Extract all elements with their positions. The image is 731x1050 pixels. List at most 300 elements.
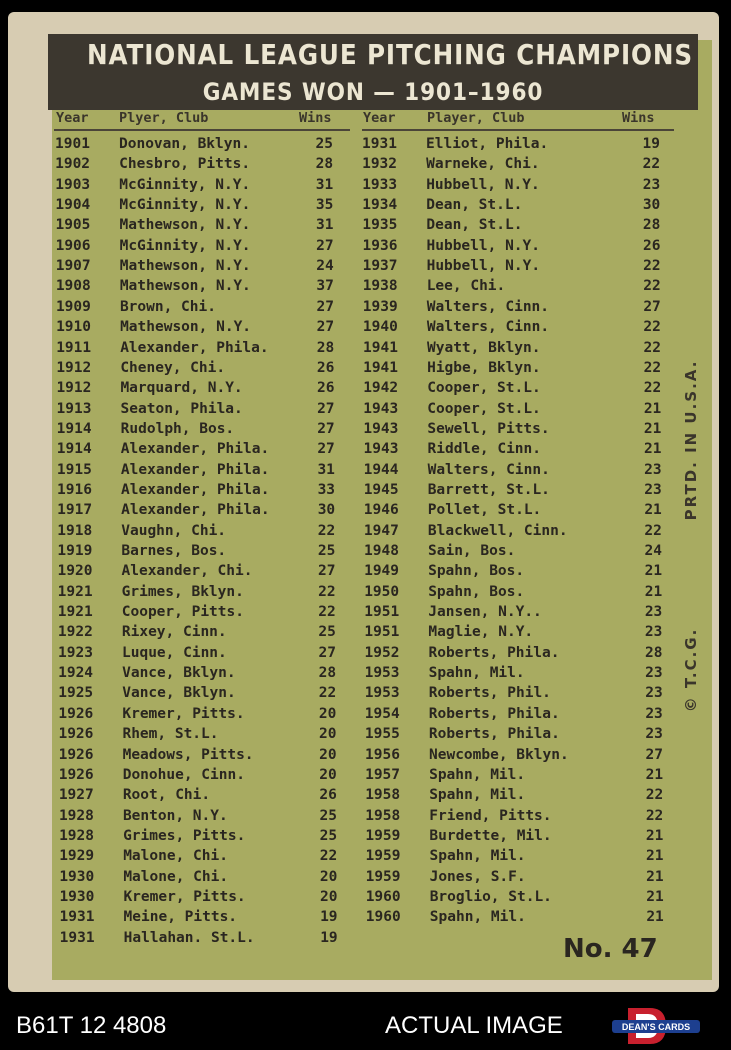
table-row bbox=[364, 584, 684, 604]
player-cell: Hubbell, N.Y. bbox=[426, 176, 540, 193]
wins-cell: 19 bbox=[320, 909, 338, 926]
player-cell: Roberts, Phil. bbox=[428, 685, 551, 702]
table-row bbox=[58, 563, 378, 583]
wins-cell: 20 bbox=[319, 868, 338, 885]
year-cell: 1952 bbox=[364, 644, 400, 661]
wins-cell: 21 bbox=[644, 502, 662, 519]
year-cell: 1949 bbox=[364, 563, 400, 580]
wins-cell: 23 bbox=[645, 705, 663, 722]
wins-cell: 31 bbox=[316, 217, 334, 234]
table-row bbox=[56, 299, 376, 319]
wins-cell: 27 bbox=[316, 319, 335, 336]
wins-cell: 25 bbox=[319, 807, 337, 824]
wins-cell: 19 bbox=[320, 929, 338, 946]
table-row bbox=[365, 808, 685, 828]
table-row bbox=[364, 441, 684, 461]
wins-cell: 23 bbox=[644, 604, 663, 621]
player-cell: Broglio, St.L. bbox=[429, 888, 552, 905]
player-cell: Hubbell, N.Y. bbox=[426, 258, 541, 275]
player-cell: Jones, S.F. bbox=[429, 868, 526, 885]
player-cell: McGinnity, N.Y. bbox=[119, 176, 251, 193]
wins-cell: 27 bbox=[645, 746, 663, 763]
player-cell: Warneke, Chi. bbox=[426, 156, 540, 173]
year-cell: 1932 bbox=[362, 156, 398, 173]
table-row bbox=[363, 258, 683, 278]
player-cell: Sewell, Pitts. bbox=[427, 420, 550, 437]
wins-cell: 21 bbox=[644, 583, 663, 600]
year-cell: 1925 bbox=[58, 685, 94, 702]
year-cell: 1947 bbox=[363, 522, 399, 539]
wins-cell: 22 bbox=[643, 339, 661, 356]
left-wins-header: Wins bbox=[299, 110, 332, 126]
year-cell: 1910 bbox=[56, 319, 91, 336]
player-cell: Spahn, Mil. bbox=[429, 787, 526, 804]
card-subtitle: GAMES WON — 1901–1960 bbox=[202, 78, 544, 106]
player-cell: Marquard, N.Y. bbox=[120, 380, 243, 397]
wins-cell: 22 bbox=[645, 787, 664, 804]
table-row bbox=[59, 848, 379, 868]
table-row bbox=[59, 828, 379, 848]
table-row bbox=[57, 421, 377, 441]
year-cell: 1926 bbox=[58, 746, 94, 763]
player-cell: Meine, Pitts. bbox=[123, 909, 238, 926]
table-row bbox=[55, 136, 375, 156]
right-column-header bbox=[363, 110, 679, 130]
wins-cell: 22 bbox=[318, 604, 336, 621]
player-cell: Malone, Chi. bbox=[123, 868, 229, 885]
wins-cell: 22 bbox=[643, 258, 661, 275]
player-cell: Alexander, Phila. bbox=[120, 461, 270, 478]
player-cell: Walters, Cinn. bbox=[427, 461, 550, 478]
wins-cell: 33 bbox=[317, 481, 336, 498]
player-cell: Barnes, Bos. bbox=[121, 543, 227, 559]
printed-in-usa-text: PRTD. IN U.S.A. bbox=[682, 359, 700, 521]
left-player-header: Plyer, Club bbox=[119, 110, 209, 126]
table-row bbox=[57, 482, 377, 502]
player-cell: Mathewson, N.Y. bbox=[119, 258, 251, 275]
player-cell: Vaughn, Chi. bbox=[121, 522, 227, 539]
player-cell: Malone, Chi. bbox=[123, 848, 228, 865]
year-cell: 1914 bbox=[56, 441, 92, 458]
wins-cell: 26 bbox=[319, 787, 337, 804]
year-cell: 1928 bbox=[59, 827, 94, 844]
year-cell: 1933 bbox=[362, 176, 398, 193]
wins-cell: 25 bbox=[318, 624, 336, 641]
table-row bbox=[58, 665, 378, 685]
wins-cell: 23 bbox=[644, 461, 662, 478]
player-cell: Wyatt, Bklyn. bbox=[427, 339, 541, 356]
wins-cell: 31 bbox=[315, 176, 334, 193]
table-row bbox=[364, 604, 684, 624]
year-cell: 1903 bbox=[55, 176, 91, 193]
table-row bbox=[57, 502, 377, 522]
player-cell: Cheney, Chi. bbox=[120, 359, 226, 376]
wins-cell: 21 bbox=[645, 827, 664, 844]
table-row bbox=[364, 624, 684, 644]
player-cell: Riddle, Cinn. bbox=[427, 441, 541, 458]
wins-cell: 19 bbox=[642, 136, 660, 152]
wins-cell: 28 bbox=[645, 644, 663, 661]
wins-cell: 24 bbox=[644, 543, 662, 559]
table-row bbox=[364, 482, 684, 502]
year-cell: 1928 bbox=[58, 807, 94, 824]
player-cell: Kremer, Pitts. bbox=[122, 705, 245, 722]
right-player-header: Player, Club bbox=[427, 110, 525, 126]
table-row bbox=[364, 502, 684, 522]
table-row bbox=[58, 726, 378, 746]
table-row bbox=[56, 319, 376, 339]
wins-cell: 27 bbox=[317, 441, 335, 458]
table-row bbox=[362, 136, 682, 156]
year-cell: 1917 bbox=[57, 502, 93, 519]
wins-cell: 30 bbox=[642, 197, 661, 214]
wins-cell: 20 bbox=[319, 888, 338, 905]
year-cell: 1905 bbox=[55, 217, 91, 234]
player-cell: Donohue, Cinn. bbox=[122, 766, 245, 783]
table-row bbox=[55, 156, 375, 176]
serial-number: B61T 12 4808 bbox=[16, 1012, 167, 1039]
year-cell: 1941 bbox=[363, 339, 398, 356]
year-cell: 1960 bbox=[365, 909, 401, 926]
player-cell: Mathewson, N.Y. bbox=[119, 278, 251, 295]
player-cell: Vance, Bklyn. bbox=[122, 665, 236, 682]
year-cell: 1921 bbox=[57, 604, 93, 621]
year-cell: 1960 bbox=[365, 888, 401, 905]
table-row bbox=[365, 685, 685, 705]
table-row bbox=[59, 787, 379, 807]
player-cell: Higbe, Bklyn. bbox=[427, 359, 541, 376]
player-cell: Maglie, N.Y. bbox=[428, 624, 534, 641]
player-cell: Cooper, St.L. bbox=[427, 400, 541, 417]
table-row bbox=[58, 584, 378, 604]
year-cell: 1958 bbox=[365, 807, 401, 824]
year-cell: 1931 bbox=[59, 929, 95, 946]
wins-cell: 22 bbox=[643, 319, 661, 336]
table-row bbox=[365, 767, 685, 787]
year-cell: 1926 bbox=[58, 766, 94, 783]
player-cell: Barrett, St.L. bbox=[427, 481, 550, 498]
player-cell: Kremer, Pitts. bbox=[123, 888, 246, 905]
year-cell: 1951 bbox=[364, 604, 400, 621]
wins-cell: 26 bbox=[316, 380, 335, 397]
player-cell: Spahn, Mil. bbox=[429, 848, 526, 865]
player-cell: Root, Chi. bbox=[122, 787, 211, 804]
table-row bbox=[365, 665, 685, 685]
player-cell: Mathewson, N.Y. bbox=[119, 217, 251, 234]
table-row bbox=[59, 808, 379, 828]
wins-cell: 21 bbox=[646, 848, 664, 865]
year-cell: 1931 bbox=[362, 136, 397, 152]
player-cell: McGinnity, N.Y. bbox=[119, 237, 251, 254]
table-row bbox=[365, 645, 685, 665]
wins-cell: 22 bbox=[644, 522, 662, 539]
year-cell: 1912 bbox=[56, 380, 92, 397]
deans-cards-logo-icon bbox=[610, 1006, 702, 1046]
player-cell: Luque, Cinn. bbox=[122, 644, 227, 661]
wins-cell: 25 bbox=[319, 827, 338, 844]
year-cell: 1923 bbox=[58, 644, 93, 661]
year-cell: 1946 bbox=[363, 502, 399, 519]
player-cell: Alexander, Chi. bbox=[121, 563, 253, 580]
wins-cell: 25 bbox=[317, 543, 336, 559]
year-cell: 1913 bbox=[56, 400, 92, 417]
player-cell: Rixey, Cinn. bbox=[121, 624, 227, 641]
table-row bbox=[365, 747, 685, 767]
player-cell: Roberts, Phila. bbox=[428, 705, 560, 722]
year-cell: 1907 bbox=[55, 258, 91, 275]
table-row bbox=[362, 217, 682, 237]
year-cell: 1927 bbox=[58, 787, 94, 804]
player-cell: Elliot, Phila. bbox=[426, 136, 549, 152]
player-cell: Chesbro, Pitts. bbox=[119, 156, 251, 173]
table-row bbox=[56, 380, 376, 400]
year-cell: 1919 bbox=[57, 543, 93, 559]
wins-cell: 27 bbox=[316, 237, 334, 254]
table-row bbox=[366, 889, 686, 909]
table-row bbox=[55, 217, 375, 237]
left-header-rule bbox=[54, 129, 350, 131]
wins-cell: 21 bbox=[645, 766, 664, 783]
wins-cell: 28 bbox=[316, 339, 335, 356]
table-row bbox=[363, 340, 683, 360]
table-row bbox=[366, 848, 686, 868]
table-row bbox=[60, 909, 380, 929]
year-cell: 1909 bbox=[55, 298, 91, 315]
player-cell: Blackwell, Cinn. bbox=[427, 522, 568, 539]
wins-cell: 21 bbox=[643, 400, 662, 417]
wins-cell: 30 bbox=[317, 502, 336, 519]
year-cell: 1959 bbox=[365, 848, 401, 865]
table-row bbox=[56, 340, 376, 360]
player-cell: McGinnity, N.Y. bbox=[119, 197, 251, 214]
footer-bar bbox=[0, 1002, 731, 1050]
player-cell: Spahn, Bos. bbox=[428, 563, 525, 580]
wins-cell: 23 bbox=[645, 726, 663, 743]
table-row bbox=[57, 401, 377, 421]
player-cell: Donovan, Bklyn. bbox=[119, 136, 250, 152]
table-row bbox=[363, 319, 683, 339]
table-row bbox=[57, 523, 377, 543]
wins-cell: 23 bbox=[645, 685, 663, 702]
year-cell: 1959 bbox=[365, 868, 401, 885]
year-cell: 1931 bbox=[59, 909, 95, 926]
year-cell: 1941 bbox=[363, 359, 399, 376]
wins-cell: 27 bbox=[317, 420, 335, 437]
player-cell: Brown, Chi. bbox=[119, 298, 216, 315]
table-row bbox=[364, 523, 684, 543]
wins-cell: 37 bbox=[316, 278, 334, 295]
table-row bbox=[58, 685, 378, 705]
year-cell: 1939 bbox=[362, 298, 398, 315]
player-cell: Spahn, Mil. bbox=[428, 665, 525, 682]
left-column-header bbox=[56, 110, 352, 130]
player-cell: Roberts, Phila. bbox=[428, 726, 560, 743]
wins-cell: 20 bbox=[319, 766, 337, 783]
year-cell: 1908 bbox=[55, 278, 91, 295]
year-cell: 1924 bbox=[58, 665, 94, 682]
year-cell: 1918 bbox=[57, 522, 93, 539]
table-row bbox=[363, 278, 683, 298]
table-row bbox=[57, 462, 377, 482]
year-cell: 1948 bbox=[364, 543, 399, 559]
svg-text:DEAN'S CARDS: DEAN'S CARDS bbox=[621, 1022, 691, 1032]
year-cell: 1926 bbox=[58, 726, 94, 743]
table-row bbox=[59, 767, 379, 787]
year-cell: 1912 bbox=[56, 359, 92, 376]
wins-cell: 21 bbox=[643, 420, 662, 437]
wins-cell: 22 bbox=[642, 156, 661, 173]
year-cell: 1935 bbox=[362, 217, 398, 234]
player-cell: Alexander, Phila. bbox=[120, 441, 270, 458]
table-row bbox=[59, 889, 379, 909]
left-year-header: Year bbox=[56, 110, 89, 126]
table-row bbox=[366, 869, 686, 889]
year-cell: 1956 bbox=[365, 746, 400, 763]
wins-cell: 20 bbox=[318, 705, 337, 722]
table-row bbox=[58, 645, 378, 665]
wins-cell: 22 bbox=[645, 807, 664, 824]
wins-cell: 28 bbox=[315, 156, 334, 173]
table-row bbox=[363, 299, 683, 319]
player-cell: Vance, Bklyn. bbox=[122, 685, 236, 702]
table-row bbox=[366, 909, 686, 929]
wins-cell: 31 bbox=[317, 461, 335, 478]
table-row bbox=[364, 563, 684, 583]
player-cell: Spahn, Bos. bbox=[428, 583, 525, 600]
player-cell: Jansen, N.Y.. bbox=[428, 604, 542, 621]
year-cell: 1940 bbox=[362, 319, 398, 336]
wins-cell: 22 bbox=[318, 583, 336, 600]
year-cell: 1955 bbox=[364, 726, 400, 743]
wins-cell: 21 bbox=[646, 909, 664, 926]
wins-cell: 27 bbox=[643, 298, 661, 315]
player-cell: Alexander, Phila. bbox=[121, 502, 270, 519]
year-cell: 1943 bbox=[363, 420, 399, 437]
year-cell: 1958 bbox=[365, 787, 401, 804]
player-cell: Walters, Cinn. bbox=[426, 298, 550, 315]
wins-cell: 23 bbox=[644, 624, 663, 641]
table-row bbox=[59, 747, 379, 767]
player-cell: Mathewson, N.Y. bbox=[120, 319, 252, 336]
player-cell: Dean, St.L. bbox=[426, 217, 523, 234]
table-row bbox=[365, 828, 685, 848]
table-row bbox=[57, 543, 377, 563]
table-row bbox=[56, 238, 376, 258]
wins-cell: 22 bbox=[319, 848, 338, 865]
year-cell: 1926 bbox=[58, 705, 94, 722]
wins-cell: 24 bbox=[316, 258, 334, 275]
table-row bbox=[363, 380, 683, 400]
table-row bbox=[363, 360, 683, 380]
wins-cell: 26 bbox=[643, 237, 661, 254]
year-cell: 1916 bbox=[57, 481, 92, 498]
table-row bbox=[58, 706, 378, 726]
table-row bbox=[363, 421, 683, 441]
side-imprint bbox=[676, 340, 706, 720]
year-cell: 1936 bbox=[362, 237, 398, 254]
table-row bbox=[56, 258, 376, 278]
wins-cell: 22 bbox=[643, 380, 662, 397]
table-row bbox=[362, 156, 682, 176]
table-row bbox=[365, 787, 685, 807]
wins-cell: 28 bbox=[318, 665, 337, 682]
card-title: NATIONAL LEAGUE PITCHING CHAMPIONS bbox=[87, 38, 694, 71]
table-row bbox=[55, 177, 375, 197]
wins-cell: 20 bbox=[319, 726, 337, 743]
year-cell: 1937 bbox=[362, 258, 398, 275]
wins-cell: 21 bbox=[646, 888, 664, 905]
year-cell: 1902 bbox=[55, 156, 91, 173]
player-cell: Seaton, Phila. bbox=[120, 400, 243, 417]
player-cell: Hubbell, N.Y. bbox=[426, 237, 540, 254]
wins-cell: 21 bbox=[646, 868, 664, 885]
wins-cell: 27 bbox=[317, 400, 335, 417]
player-cell: Alexander, Phila. bbox=[120, 339, 269, 356]
table-row bbox=[364, 543, 684, 563]
table-row bbox=[59, 869, 379, 889]
year-cell: 1957 bbox=[365, 766, 401, 783]
player-cell: Walters, Cinn. bbox=[426, 319, 550, 336]
table-row bbox=[362, 197, 682, 217]
year-cell: 1943 bbox=[363, 400, 399, 417]
card-number: No. 47 bbox=[563, 934, 658, 964]
wins-cell: 35 bbox=[315, 197, 334, 214]
year-cell: 1942 bbox=[363, 380, 399, 397]
player-cell: Grimes, Bklyn. bbox=[121, 583, 244, 600]
year-cell: 1959 bbox=[365, 827, 401, 844]
player-cell: Grimes, Pitts. bbox=[123, 827, 246, 844]
year-cell: 1920 bbox=[57, 563, 93, 580]
year-cell: 1906 bbox=[55, 237, 91, 254]
player-cell: Spahn, Mil. bbox=[429, 766, 526, 783]
wins-cell: 25 bbox=[315, 136, 333, 152]
player-cell: Pollet, St.L. bbox=[427, 502, 542, 519]
table-row bbox=[58, 624, 378, 644]
player-cell: Hallahan. St.L. bbox=[123, 929, 255, 946]
year-cell: 1901 bbox=[55, 136, 90, 152]
wins-cell: 23 bbox=[645, 665, 663, 682]
wins-cell: 26 bbox=[316, 359, 335, 376]
year-cell: 1943 bbox=[363, 441, 399, 458]
player-cell: Newcombe, Bklyn. bbox=[429, 746, 569, 763]
wins-cell: 22 bbox=[317, 522, 336, 539]
wins-cell: 20 bbox=[319, 746, 337, 763]
wins-cell: 27 bbox=[318, 563, 336, 580]
year-cell: 1954 bbox=[364, 705, 400, 722]
table-row bbox=[365, 706, 685, 726]
year-cell: 1938 bbox=[362, 278, 398, 295]
actual-image-label: ACTUAL IMAGE bbox=[385, 1012, 563, 1039]
wins-cell: 21 bbox=[644, 563, 663, 580]
right-year-header: Year bbox=[363, 110, 396, 126]
table-row bbox=[365, 726, 685, 746]
table-row bbox=[56, 278, 376, 298]
copyright-text: © T.C.G. bbox=[682, 627, 700, 713]
player-cell: Sain, Bos. bbox=[428, 543, 516, 559]
player-cell: Lee, Chi. bbox=[426, 278, 506, 295]
year-cell: 1930 bbox=[59, 888, 95, 905]
table-row bbox=[58, 604, 378, 624]
right-header-rule bbox=[362, 129, 674, 131]
wins-cell: 22 bbox=[318, 685, 337, 702]
player-cell: Dean, St.L. bbox=[426, 197, 523, 214]
year-cell: 1953 bbox=[364, 665, 400, 682]
year-cell: 1929 bbox=[59, 848, 95, 865]
wins-cell: 22 bbox=[643, 278, 661, 295]
wins-cell: 27 bbox=[318, 644, 336, 661]
year-cell: 1930 bbox=[59, 868, 95, 885]
year-cell: 1945 bbox=[363, 481, 399, 498]
